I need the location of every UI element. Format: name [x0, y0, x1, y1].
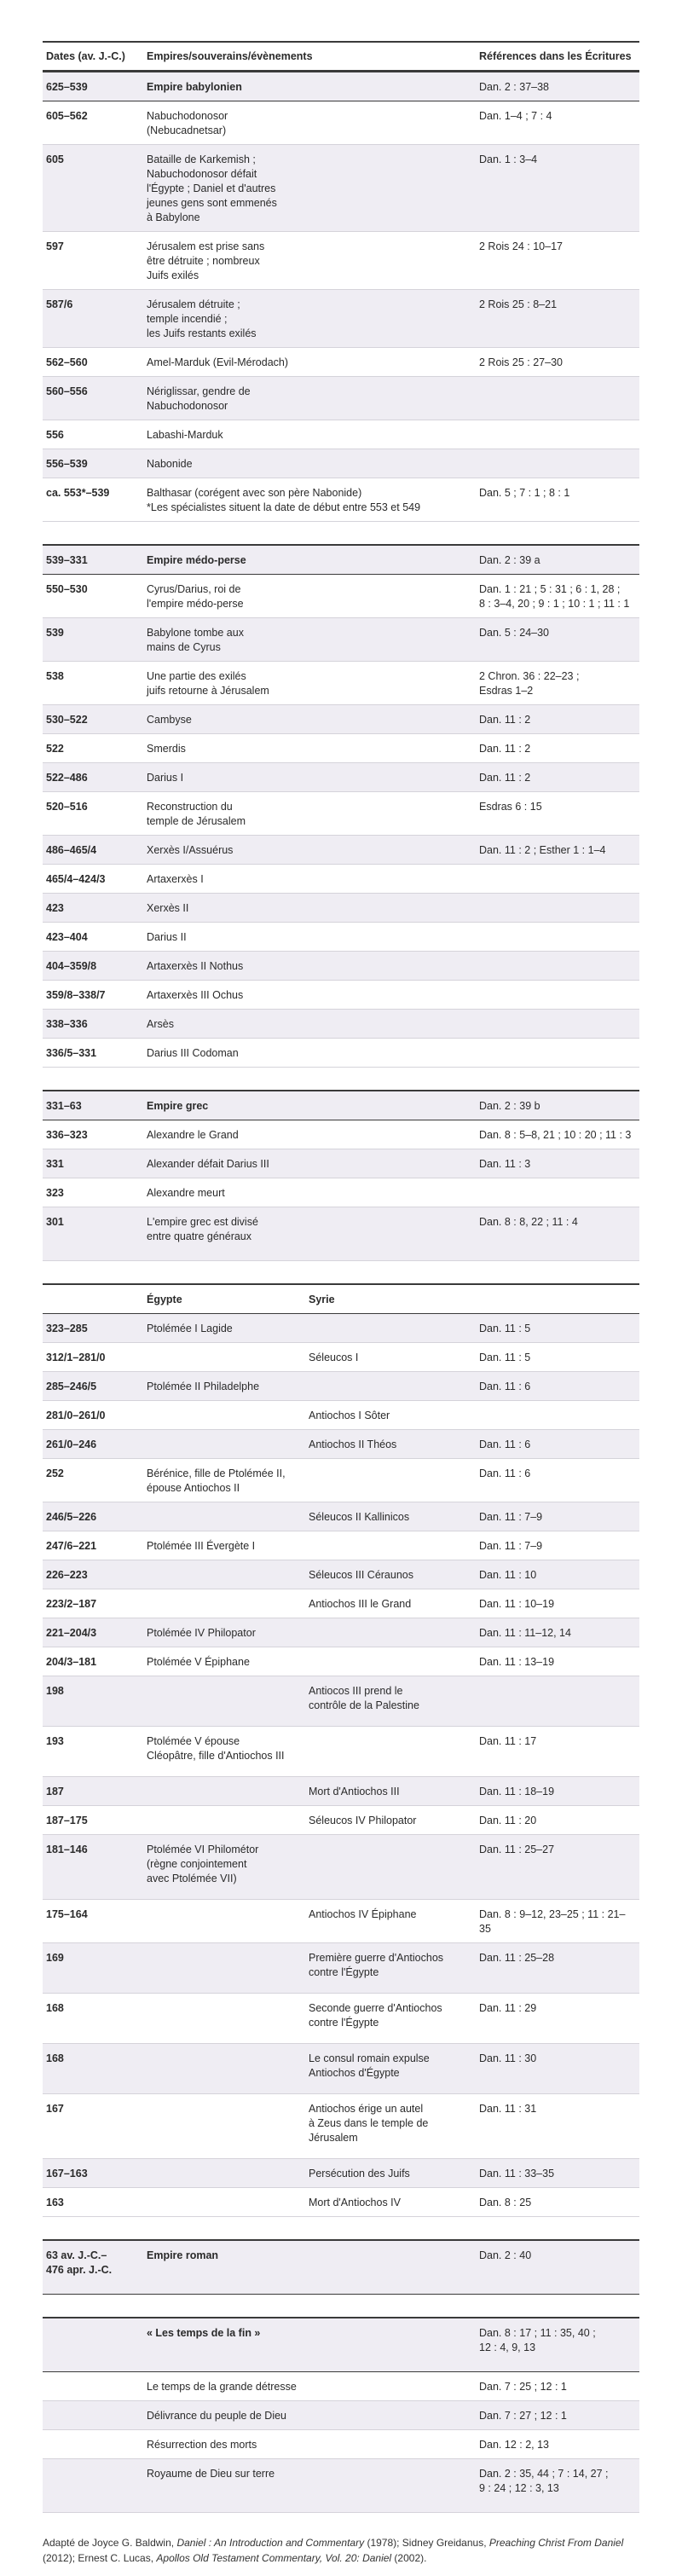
- header-egypt: Égypte: [147, 1294, 182, 1305]
- row-syria: Seconde guerre d'Antiochos contre l'Égypte: [309, 2002, 442, 2029]
- table-row: [43, 1459, 639, 1502]
- row-egypt: [147, 1597, 309, 1612]
- table-row: [43, 1372, 639, 1401]
- table-row: [43, 662, 639, 705]
- row-date: 163: [46, 2197, 64, 2208]
- header-references: Références dans les Écritures: [479, 50, 632, 62]
- row-syria: [309, 1539, 479, 1554]
- row-syria: Première guerre d'Antiochos contre l'Égypte: [309, 1952, 444, 1978]
- table-row: [43, 1314, 639, 1343]
- row-egypt: [147, 2196, 309, 2210]
- row-date: 181–146: [46, 1844, 88, 1855]
- table-row: [43, 575, 639, 618]
- row-reference: Dan. 11 : 3: [479, 1158, 531, 1170]
- table-header: [43, 41, 639, 71]
- table-row: [43, 1943, 639, 1994]
- row-syria: [309, 1322, 479, 1336]
- row-syria: [309, 1655, 479, 1670]
- row-date: 597: [46, 240, 64, 252]
- row-reference: Dan. 11 : 17: [479, 1735, 537, 1747]
- table-row: [43, 1806, 639, 1835]
- table-row: [43, 2094, 639, 2159]
- row-reference: [479, 457, 639, 472]
- row-reference: Dan. 2 : 40: [479, 2249, 532, 2261]
- credit-title-3: Apollos Old Testament Commentary, Vol. 20: Daniel: [156, 2552, 392, 2564]
- row-reference: Dan. 2 : 39 b: [479, 1100, 540, 1112]
- row-event: Empire médo-perse: [147, 554, 246, 566]
- table-row: [43, 1777, 639, 1806]
- credit-text-2: (1978); Sidney Greidanus,: [364, 2537, 489, 2549]
- row-syria: Antiochos IV Épiphane: [309, 1908, 417, 1920]
- row-date: 539–331: [46, 554, 88, 566]
- row-reference: Dan. 5 : 24–30: [479, 627, 550, 639]
- row-date: 312/1–281/0: [46, 1352, 106, 1363]
- row-event: Artaxerxès I: [147, 873, 204, 885]
- row-reference: Dan. 11 : 25–27: [479, 1844, 555, 1855]
- row-date: 423: [46, 902, 64, 914]
- row-date: 247/6–221: [46, 1540, 97, 1552]
- row-egypt: [147, 1438, 309, 1452]
- table-row: [43, 952, 639, 981]
- table-row: [43, 1343, 639, 1372]
- row-reference: Dan. 5 ; 7 : 1 ; 8 : 1: [479, 487, 570, 499]
- row-date: 562–560: [46, 356, 88, 368]
- row-syria: Antiocos III prend le contrôle de la Palestine: [309, 1685, 419, 1711]
- credit-title-2: Preaching Christ From Daniel: [488, 2537, 624, 2549]
- table-row: [43, 618, 639, 662]
- table-row: [43, 792, 639, 836]
- row-event: Empire babylonien: [147, 81, 242, 93]
- row-event: Amel-Marduk (Evil-Mérodach): [147, 356, 289, 368]
- row-reference: Dan. 11 : 11–12, 14: [479, 1627, 571, 1639]
- row-syria: Antiochos III le Grand: [309, 1598, 412, 1610]
- row-date: 193: [46, 1735, 64, 1747]
- row-date: 285–246/5: [46, 1381, 97, 1392]
- row-date: 556: [46, 429, 64, 441]
- row-reference: Dan. 8 : 25: [479, 2197, 532, 2208]
- table-row: [43, 71, 639, 101]
- section-greece: [43, 1090, 639, 1261]
- row-reference: [479, 1186, 639, 1201]
- row-syria: Séleucos III Céraunos: [309, 1569, 413, 1581]
- row-reference: Dan. 11 : 5: [479, 1352, 531, 1363]
- row-reference: 2 Rois 25 : 8–21: [479, 298, 558, 310]
- row-event: Arsès: [147, 1018, 174, 1030]
- row-date: 168: [46, 2052, 64, 2064]
- row-egypt: [147, 2001, 309, 2030]
- table-row: [43, 1401, 639, 1430]
- row-event: Résurrection des morts: [147, 2439, 257, 2451]
- table-row: [43, 1207, 639, 1261]
- table-row: [43, 478, 639, 522]
- row-date: 605: [46, 153, 64, 165]
- row-syria: Persécution des Juifs: [309, 2168, 410, 2179]
- section-persia: [43, 544, 639, 1068]
- row-date: 486–465/4: [46, 844, 97, 856]
- row-date: 404–359/8: [46, 960, 97, 972]
- row-reference: Dan. 11 : 6: [479, 1467, 531, 1479]
- row-date: 336–323: [46, 1129, 88, 1141]
- row-event: L'empire grec est divisé entre quatre généraux: [147, 1216, 258, 1242]
- section-babylon: [43, 71, 639, 522]
- table-row: [43, 734, 639, 763]
- row-reference: [479, 930, 639, 945]
- credit-title-1: Daniel : An Introduction and Commentary: [176, 2537, 365, 2549]
- row-event: Artaxerxès II Nothus: [147, 960, 244, 972]
- row-date: 169: [46, 1952, 64, 1964]
- row-date: 550–530: [46, 583, 88, 595]
- row-date: 556–539: [46, 458, 88, 470]
- row-reference: Dan. 1 : 3–4: [479, 153, 538, 165]
- row-reference: Dan. 11 : 7–9: [479, 1540, 543, 1552]
- row-date: 336/5–331: [46, 1047, 97, 1059]
- chronology-table: [43, 41, 639, 2576]
- row-date: 560–556: [46, 385, 88, 397]
- table-row: [43, 1676, 639, 1727]
- row-date: 530–522: [46, 714, 88, 726]
- table-row: [43, 2044, 639, 2094]
- row-reference: Dan. 11 : 2: [479, 772, 531, 784]
- row-event: Une partie des exilés juifs retourne à Jérusalem: [147, 670, 269, 697]
- row-egypt: Ptolémée III Évergète I: [147, 1540, 256, 1552]
- row-egypt: [147, 1785, 309, 1799]
- row-egypt: [147, 2052, 309, 2081]
- row-date: 187–175: [46, 1815, 88, 1826]
- table-row: [43, 1149, 639, 1178]
- row-date: [43, 2467, 147, 2496]
- table-row: [43, 1039, 639, 1068]
- row-reference: [479, 959, 639, 974]
- row-reference: 2 Rois 25 : 27–30: [479, 356, 563, 368]
- row-event: Darius II: [147, 931, 187, 943]
- row-date: 168: [46, 2002, 64, 2014]
- table-row: [43, 894, 639, 923]
- row-egypt: Ptolémée IV Philopator: [147, 1627, 256, 1639]
- row-egypt: [147, 1684, 309, 1713]
- table-row: [43, 1120, 639, 1149]
- row-reference: Dan. 11 : 29: [479, 2002, 537, 2014]
- row-date: 359/8–338/7: [46, 989, 106, 1001]
- row-date: 323–285: [46, 1323, 88, 1334]
- table-row: [43, 1589, 639, 1618]
- row-event: Xerxès I/Assuérus: [147, 844, 234, 856]
- row-event: Xerxès II: [147, 902, 189, 914]
- row-date: 204/3–181: [46, 1656, 97, 1668]
- row-date: 538: [46, 670, 64, 682]
- row-reference: Dan. 11 : 13–19: [479, 1656, 555, 1668]
- row-event: Alexandre meurt: [147, 1187, 225, 1199]
- table-row: [43, 1560, 639, 1589]
- row-date: 423–404: [46, 931, 88, 943]
- row-date: [43, 2409, 147, 2423]
- table-row: [43, 2430, 639, 2459]
- row-reference: Dan. 12 : 2, 13: [479, 2439, 550, 2451]
- row-syria: Mort d'Antiochos III: [309, 1786, 400, 1797]
- row-reference: [479, 1684, 639, 1713]
- row-event: Jérusalem détruite ; temple incendié ; les Juifs restants exilés: [147, 298, 257, 339]
- table-row: [43, 420, 639, 449]
- table-row: [43, 1994, 639, 2044]
- row-date: [43, 2438, 147, 2452]
- table-row: [43, 1618, 639, 1647]
- row-date: 522: [46, 743, 64, 755]
- row-egypt: Ptolémée V Épiphane: [147, 1656, 250, 1668]
- row-event: « Les temps de la fin »: [147, 2327, 261, 2339]
- row-date: 539: [46, 627, 64, 639]
- row-reference: [479, 872, 639, 887]
- row-event: Bataille de Karkemish ; Nabuchodonosor défait l'Égypte ; Daniel et d'autres jeunes gens sont emmenés à Babylone: [147, 153, 277, 223]
- row-event: Darius I: [147, 772, 184, 784]
- row-syria: [309, 1734, 479, 1763]
- row-date: 522–486: [46, 772, 88, 784]
- row-reference: Dan. 11 : 31: [479, 2103, 537, 2115]
- row-date: 323: [46, 1187, 64, 1199]
- table-row: [43, 2159, 639, 2188]
- row-event: Labashi-Marduk: [147, 429, 223, 441]
- row-reference: Dan. 7 : 25 ; 12 : 1: [479, 2381, 567, 2393]
- row-event: Nériglissar, gendre de Nabuchodonosor: [147, 385, 251, 412]
- row-egypt: Ptolémée VI Philométor (règne conjointement avec Ptolémée VII): [147, 1844, 259, 1884]
- table-row: [43, 449, 639, 478]
- row-reference: [479, 385, 639, 414]
- row-date: 252: [46, 1467, 64, 1479]
- row-date: 223/2–187: [46, 1598, 97, 1610]
- row-date: 331: [46, 1158, 64, 1170]
- table-row: [43, 1647, 639, 1676]
- row-reference: Dan. 11 : 2 ; Esther 1 : 1–4: [479, 844, 606, 856]
- table-row: [43, 145, 639, 232]
- row-reference: Dan. 11 : 30: [479, 2052, 537, 2064]
- table-row: [43, 290, 639, 348]
- row-reference: Dan. 11 : 2: [479, 743, 531, 755]
- row-egypt: Ptolémée II Philadelphe: [147, 1381, 260, 1392]
- row-event: Cyrus/Darius, roi de l'empire médo-perse: [147, 583, 244, 610]
- section-kingdoms: [43, 1283, 639, 2217]
- row-reference: 2 Chron. 36 : 22–23 ; Esdras 1–2: [479, 670, 580, 697]
- row-event: Nabonide: [147, 458, 193, 470]
- row-date: 605–562: [46, 110, 88, 122]
- table-row: [43, 981, 639, 1010]
- source-credit: [43, 2535, 639, 2566]
- table-row: [43, 1727, 639, 1777]
- row-egypt: [147, 1510, 309, 1525]
- table-row: [43, 763, 639, 792]
- row-date: 587/6: [46, 298, 73, 310]
- row-event: Cambyse: [147, 714, 192, 726]
- row-reference: Dan. 11 : 33–35: [479, 2168, 555, 2179]
- row-event: Jérusalem est prise sans être détruite ; nombreux Juifs exilés: [147, 240, 265, 281]
- row-syria: [309, 1467, 479, 1496]
- row-event: Royaume de Dieu sur terre: [147, 2468, 275, 2480]
- row-reference: Dan. 11 : 6: [479, 1439, 531, 1450]
- row-reference: Dan. 2 : 39 a: [479, 554, 540, 566]
- table-row: [43, 1430, 639, 1459]
- row-syria: Séleucos II Kallinicos: [309, 1511, 410, 1523]
- row-footnote: *Les spécialistes situent la date de début entre 553 et 549: [147, 501, 421, 513]
- row-event: Darius III Codoman: [147, 1047, 239, 1059]
- table-row: [43, 544, 639, 575]
- row-event: Le temps de la grande détresse: [147, 2381, 297, 2393]
- row-syria: [309, 1626, 479, 1641]
- row-reference: [479, 901, 639, 916]
- row-reference: Dan. 11 : 6: [479, 1381, 531, 1392]
- row-syria: Mort d'Antiochos IV: [309, 2197, 401, 2208]
- row-reference: Dan. 2 : 35, 44 ; 7 : 14, 27 ; 9 : 24 ; 12 : 3, 13: [479, 2468, 609, 2494]
- header-syria: Syrie: [309, 1294, 335, 1305]
- row-egypt: [147, 2102, 309, 2145]
- table-row: [43, 1835, 639, 1900]
- row-reference: Esdras 6 : 15: [479, 801, 542, 813]
- row-egypt: Ptolémée V épouse Cléopâtre, fille d'Antiochos III: [147, 1735, 285, 1762]
- row-event: Empire grec: [147, 1100, 209, 1112]
- row-date: 226–223: [46, 1569, 88, 1581]
- table-row: [43, 2188, 639, 2217]
- row-reference: Dan. 8 : 8, 22 ; 11 : 4: [479, 1216, 578, 1228]
- row-egypt: [147, 2167, 309, 2181]
- row-event: Nabuchodonosor (Nebucadnetsar): [147, 110, 228, 136]
- table-row: [43, 1010, 639, 1039]
- row-reference: Dan. 2 : 37–38: [479, 81, 550, 93]
- kingdoms-header: [43, 1283, 639, 1314]
- row-date: 520–516: [46, 801, 88, 813]
- row-event: Smerdis: [147, 743, 186, 755]
- row-reference: Dan. 11 : 2: [479, 714, 531, 726]
- row-syria: Séleucos IV Philopator: [309, 1815, 417, 1826]
- table-row: [43, 836, 639, 865]
- row-reference: [479, 988, 639, 1003]
- row-reference: 2 Rois 24 : 10–17: [479, 240, 563, 252]
- row-event: Reconstruction du temple de Jérusalem: [147, 801, 246, 827]
- credit-text-1: Adapté de Joyce G. Baldwin,: [43, 2537, 177, 2549]
- row-event: Balthasar (corégent avec son père Nabonide): [147, 487, 362, 499]
- row-date: 246/5–226: [46, 1511, 97, 1523]
- header-empires: Empires/souverains/évènements: [147, 50, 313, 62]
- row-event: Délivrance du peuple de Dieu: [147, 2410, 286, 2422]
- row-date: 338–336: [46, 1018, 88, 1030]
- row-date: 167: [46, 2103, 64, 2115]
- table-row: [43, 2401, 639, 2430]
- table-row: [43, 2372, 639, 2401]
- row-reference: Dan. 11 : 7–9: [479, 1511, 543, 1523]
- row-event: Alexander défait Darius III: [147, 1158, 269, 1170]
- row-event: Artaxerxès III Ochus: [147, 989, 244, 1001]
- credit-text-3: (2012); Ernest C. Lucas,: [43, 2552, 157, 2564]
- row-date: ca. 553*–539: [46, 487, 110, 499]
- row-egypt: [147, 1907, 309, 1936]
- row-egypt: [147, 1409, 309, 1423]
- row-event: Alexandre le Grand: [147, 1129, 239, 1141]
- row-reference: [479, 1409, 639, 1423]
- row-reference: Dan. 1 : 21 ; 5 : 31 ; 6 : 1, 28 ; 8 : 3–4, 20 ; 9 : 1 ; 10 : 1 ; 11 : 1: [479, 583, 630, 610]
- row-egypt: Bérénice, fille de Ptolémée II, épouse Antiochos II: [147, 1467, 286, 1494]
- table-row: [43, 1531, 639, 1560]
- row-reference: Dan. 11 : 25–28: [479, 1952, 555, 1964]
- row-syria: Antiochos I Sôter: [309, 1410, 390, 1421]
- row-syria: [309, 1843, 479, 1886]
- row-syria: [309, 1380, 479, 1394]
- row-reference: [479, 1046, 639, 1061]
- row-date: [43, 2380, 147, 2394]
- table-row: [43, 348, 639, 377]
- row-reference: Dan. 11 : 10: [479, 1569, 537, 1581]
- row-syria: Antiochos érige un autel à Zeus dans le temple de Jérusalem: [309, 2103, 429, 2144]
- table-row: [43, 2317, 639, 2372]
- row-date: 625–539: [46, 81, 88, 93]
- table-header-section: [43, 41, 639, 71]
- row-event: Empire roman: [147, 2249, 219, 2261]
- row-reference: Dan. 1–4 ; 7 : 4: [479, 110, 552, 122]
- table-row: [43, 377, 639, 420]
- row-reference: Dan. 11 : 10–19: [479, 1598, 555, 1610]
- row-reference: Dan. 8 : 5–8, 21 ; 10 : 20 ; 11 : 3: [479, 1129, 632, 1141]
- table-row: [43, 1178, 639, 1207]
- table-row: [43, 232, 639, 290]
- table-row: [43, 865, 639, 894]
- table-row: [43, 705, 639, 734]
- row-reference: Dan. 8 : 9–12, 23–25 ; 11 : 21–35: [479, 1908, 626, 1935]
- table-row: [43, 101, 639, 145]
- row-reference: [479, 428, 639, 443]
- row-date: 301: [46, 1216, 64, 1228]
- row-date: [43, 2326, 147, 2355]
- row-event: Babylone tombe aux mains de Cyrus: [147, 627, 244, 653]
- table-row: [43, 2459, 639, 2513]
- row-syria: Le consul romain expulse Antiochos d'Égypte: [309, 2052, 430, 2079]
- row-date: 281/0–261/0: [46, 1410, 106, 1421]
- row-reference: Dan. 11 : 18–19: [479, 1786, 555, 1797]
- row-syria: Séleucos I: [309, 1352, 359, 1363]
- table-row: [43, 923, 639, 952]
- row-reference: [479, 1017, 639, 1032]
- row-date: 331–63: [46, 1100, 82, 1112]
- table-row: [43, 1900, 639, 1943]
- row-date: 175–164: [46, 1908, 88, 1920]
- table-row: [43, 1090, 639, 1120]
- table-row: [43, 1502, 639, 1531]
- row-event-with-note: [147, 486, 479, 515]
- row-date: 167–163: [46, 2168, 88, 2179]
- row-date: 465/4–424/3: [46, 873, 106, 885]
- credit-text-4: (2002).: [391, 2552, 427, 2564]
- row-reference: Dan. 8 : 17 ; 11 : 35, 40 ; 12 : 4, 9, 13: [479, 2327, 596, 2353]
- row-egypt: Ptolémée I Lagide: [147, 1323, 233, 1334]
- row-egypt: [147, 1351, 309, 1365]
- row-date: 198: [46, 1685, 64, 1697]
- row-syria: Antiochos II Théos: [309, 1439, 397, 1450]
- row-egypt: [147, 1568, 309, 1583]
- row-egypt: [147, 1814, 309, 1828]
- section-end-times: [43, 2317, 639, 2513]
- row-date: 221–204/3: [46, 1627, 97, 1639]
- row-date: 261/0–246: [46, 1439, 97, 1450]
- row-date: 187: [46, 1786, 64, 1797]
- header-dates: Dates (av. J.-C.): [46, 50, 125, 62]
- row-date: 63 av. J.-C.– 476 apr. J.-C.: [46, 2249, 113, 2276]
- section-rome: [43, 2239, 639, 2295]
- row-egypt: [147, 1951, 309, 1980]
- table-row: [43, 2239, 639, 2295]
- row-reference: Dan. 7 : 27 ; 12 : 1: [479, 2410, 567, 2422]
- row-reference: Dan. 11 : 20: [479, 1815, 537, 1826]
- row-reference: Dan. 11 : 5: [479, 1323, 531, 1334]
